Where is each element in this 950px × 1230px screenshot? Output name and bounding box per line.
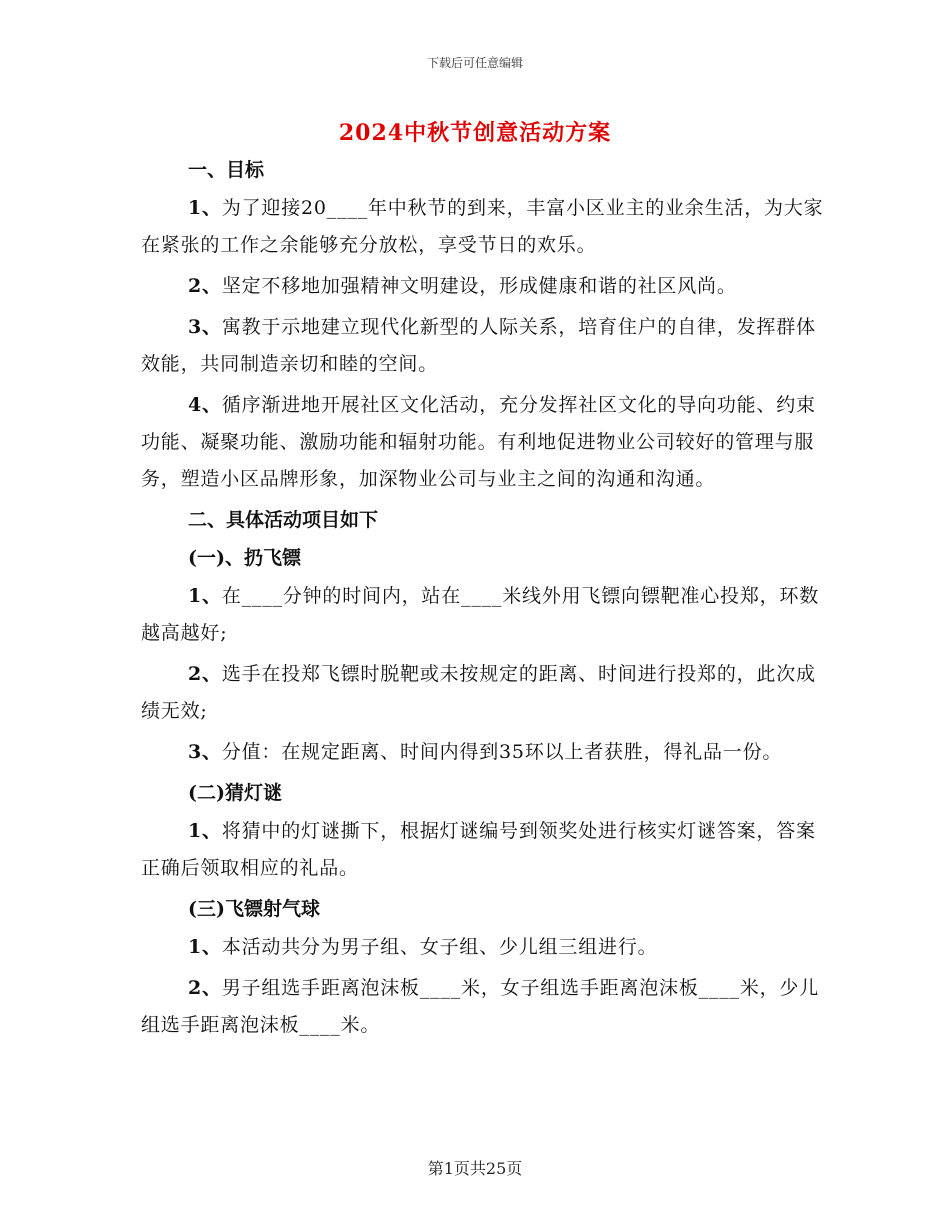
- paragraph-text: 为了迎接20____年中秋节的到来，丰富小区业主的业余生活，为大家在紧张的工作之余能够充分放松，享受节日的欢乐。: [141, 197, 824, 256]
- paragraph-number: 3、: [188, 316, 222, 338]
- paragraph-number: 3、: [188, 741, 222, 763]
- darts-paragraph-2: [141, 656, 831, 730]
- paragraph-text: 将猜中的灯谜撕下，根据灯谜编号到领奖处进行核实灯谜答案，答案正确后领取相应的礼品。: [141, 820, 816, 879]
- goal-paragraph-3: [141, 309, 831, 383]
- header-note: 下载后可任意编辑: [426, 56, 523, 70]
- paragraph-text: 选手在投郑飞镖时脱靶或未按规定的距离、时间进行投郑的，此次成绩无效;: [141, 663, 816, 722]
- paragraph-number: 2、: [188, 663, 222, 685]
- page-footer: 第1页共25页: [427, 1159, 523, 1178]
- darts-paragraph-1: [141, 578, 831, 652]
- goal-paragraph-1: [141, 190, 831, 264]
- paragraph-number: 1、: [188, 820, 222, 842]
- paragraph-text: 坚定不移地加强精神文明建设，形成健康和谐的社区风尚。: [221, 275, 737, 297]
- paragraph-text: 寓教于示地建立现代化新型的人际关系，培育住户的自律，发挥群体效能，共同制造亲切和睦的空间。: [141, 316, 816, 375]
- paragraph-number: 1、: [188, 936, 222, 958]
- paragraph-number: 2、: [188, 977, 222, 999]
- paragraph-text: 循序渐进地开展社区文化活动，充分发挥社区文化的导向功能、约束功能、凝聚功能、激励功能和辐射功能。有利地促进物业公司较好的管理与服务，塑造小区品牌形象，加深物业公司与业主之间的沟通和沟通。: [141, 394, 816, 490]
- darts-paragraph-3: [141, 734, 831, 771]
- document-title: 2024中秋节创意活动方案: [338, 120, 612, 146]
- balloons-paragraph-1: [141, 929, 831, 966]
- section-heading-goals: 一、目标: [188, 159, 265, 181]
- document-body: [141, 150, 831, 1048]
- paragraph-number: 1、: [188, 585, 222, 607]
- subsection-heading-riddles: (二)猜灯谜: [188, 782, 282, 804]
- paragraph-text: 男子组选手距离泡沫板____米，女子组选手距离泡沫板____米，少儿组选手距离泡沫板____米。: [141, 977, 820, 1036]
- paragraph-text: 分值：在规定距离、时间内得到35环以上者获胜，得礼品一份。: [221, 741, 783, 763]
- subsection-heading-darts: (一)、扔飞镖: [188, 547, 301, 569]
- goal-paragraph-4: [141, 387, 831, 498]
- subsection-heading-balloons: (三)飞镖射气球: [188, 898, 320, 920]
- section-heading-activities: 二、具体活动项目如下: [188, 509, 379, 531]
- paragraph-number: 1、: [188, 197, 222, 219]
- riddles-paragraph-1: [141, 813, 831, 887]
- balloons-paragraph-2: [141, 970, 831, 1044]
- paragraph-text: 本活动共分为男子组、女子组、少儿组三组进行。: [221, 936, 658, 958]
- paragraph-text: 在____分钟的时间内，站在____米线外用飞镖向镖靶准心投郑，环数越高越好;: [141, 585, 820, 644]
- paragraph-number: 2、: [188, 275, 222, 297]
- paragraph-number: 4、: [188, 394, 222, 416]
- goal-paragraph-2: [141, 268, 831, 305]
